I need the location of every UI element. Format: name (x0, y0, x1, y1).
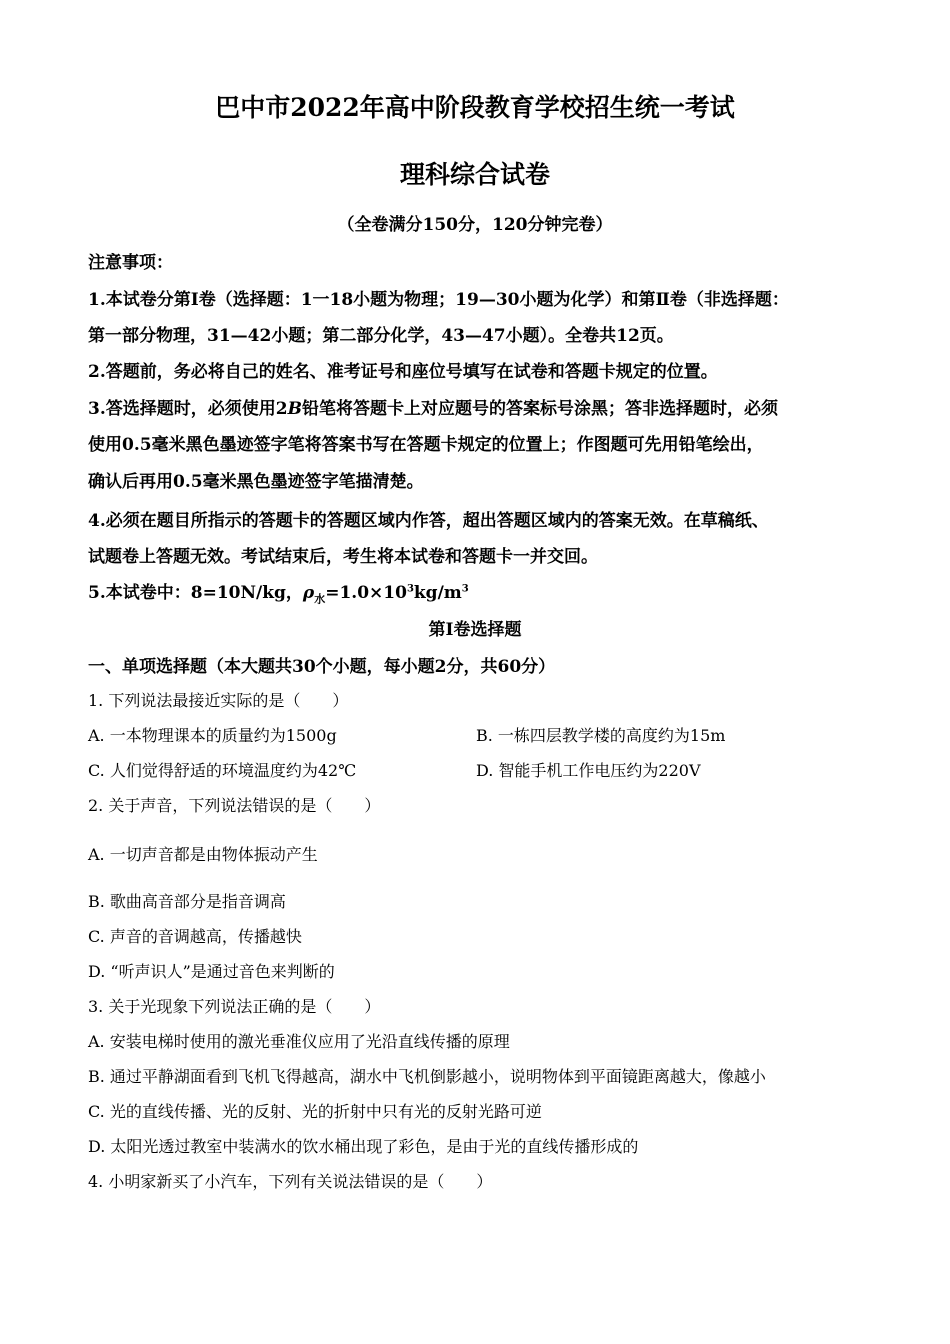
volume-heading: 第I卷选择题 (428, 620, 522, 640)
question-3-option-d: D. 太阳光透过教室中装满水的饮水桶出现了彩色，是由于光的直线传播形成的 (88, 1137, 639, 1156)
note-5-pre: 5.本试卷中：8=10N/kg， (88, 583, 303, 603)
question-2-option-c: C. 声音的音调越高，传播越快 (88, 927, 302, 946)
note-1-line-1: 1.本试卷分第I卷（选择题：1一18小题为物理；19—30小题为化学）和第Ⅱ卷（非选择题： (88, 290, 789, 310)
note-3-line-2: 使用0.5毫米黑色墨迹签字笔将答案书写在答题卡规定的位置上；作图题可先用铅笔绘出， (88, 435, 764, 455)
question-3-option-a: A. 安装电梯时使用的激光垂准仪应用了光沿直线传播的原理 (88, 1032, 510, 1051)
rho-symbol: ρ (302, 583, 315, 603)
note-3-pencil-grade: B (287, 399, 302, 419)
part-heading: 一、单项选择题（本大题共30个小题，每小题2分，共60分） (88, 657, 556, 677)
question-1-option-b: B. 一栋四层教学楼的高度约为15m (476, 726, 726, 745)
question-2-option-b: B. 歌曲高音部分是指音调高 (88, 892, 286, 911)
question-1: 1. 下列说法最接近实际的是（ ） (88, 691, 349, 710)
question-3-option-c: C. 光的直线传播、光的反射、光的折射中只有光的反射光路可逆 (88, 1102, 542, 1121)
question-2: 2. 关于声音，下列说法错误的是（ ） (88, 796, 381, 815)
note-3-pre: 3.答选择题时，必须使用2 (88, 399, 288, 419)
exam-subtitle: 理科综合试卷 (399, 160, 550, 189)
note-4-line-2: 试题卷上答题无效。考试结束后，考生将本试卷和答题卡一并交回。 (88, 547, 598, 567)
note-5-unit-exponent: 3 (461, 583, 469, 595)
note-1-line-2: 第一部分物理，31—42小题；第二部分化学，43—47小题）。全卷共12页。 (88, 326, 674, 346)
note-3-line-1 (88, 394, 778, 419)
note-4-line-1: 4.必须在题目所指示的答题卡的答题区域内作答，超出答题区域内的答案无效。在草稿纸、 (88, 511, 769, 531)
question-2-option-a: A. 一切声音都是由物体振动产生 (88, 845, 318, 864)
note-5 (88, 578, 469, 606)
note-5-exponent: 3 (406, 583, 414, 595)
notes-heading: 注意事项： (88, 253, 173, 273)
exam-meta: （全卷满分150分，120分钟完卷） (337, 215, 613, 235)
rho-subscript: 水 (314, 592, 326, 606)
exam-title: 巴中市2022年高中阶段教育学校招生统一考试 (215, 93, 735, 122)
note-5-unit: kg/m (413, 583, 462, 603)
question-1-option-c: C. 人们觉得舒适的环境温度约为42℃ (88, 761, 357, 780)
question-4: 4. 小明家新买了小汽车，下列有关说法错误的是（ ） (88, 1172, 493, 1191)
question-2-option-d: D. “听声识人”是通过音色来判断的 (88, 962, 335, 981)
note-5-value: =1.0×10 (325, 583, 407, 603)
note-3-line-3: 确认后再用0.5毫米黑色墨迹签字笔描清楚。 (88, 472, 424, 492)
question-3-option-b: B. 通过平静湖面看到飞机飞得越高，湖水中飞机倒影越小，说明物体到平面镜距离越大，像越小 (88, 1067, 766, 1086)
question-1-option-a: A. 一本物理课本的质量约为1500g (88, 726, 337, 745)
note-2: 2.答题前，务必将自己的姓名、准考证号和座位号填写在试卷和答题卡规定的位置。 (88, 362, 718, 382)
question-1-option-d: D. 智能手机工作电压约为220V (476, 761, 701, 780)
question-3: 3. 关于光现象下列说法正确的是（ ） (88, 997, 381, 1016)
note-3-post: 铅笔将答题卡上对应题号的答案标号涂黑；答非选择题时，必须 (301, 399, 778, 419)
